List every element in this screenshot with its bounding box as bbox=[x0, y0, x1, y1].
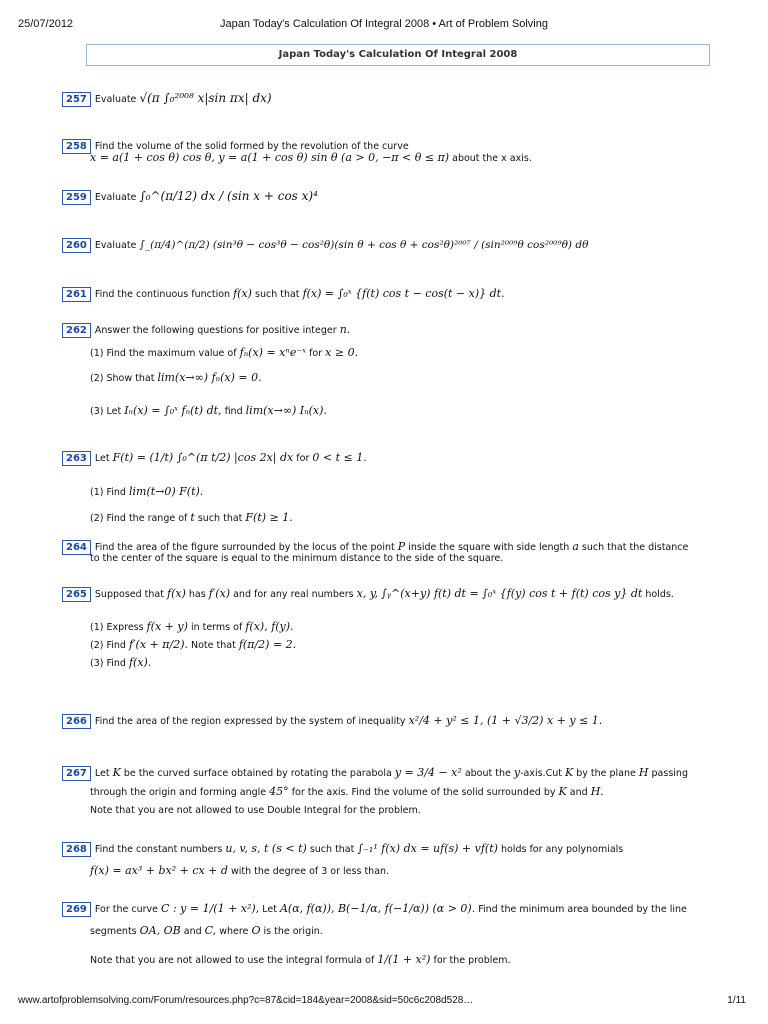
problem-number[interactable]: 258 bbox=[62, 139, 91, 154]
math-expression: f′(x + π/2). bbox=[128, 638, 188, 651]
problem-text: for the axis. Find the volume of the solid surrounded by bbox=[291, 787, 556, 798]
problem-text: Find the area of the region expressed by the system of inequality bbox=[94, 716, 406, 727]
math-expression: ∫₀^(π/12) dx / (sin x + cos x)⁴ bbox=[139, 189, 318, 203]
problem-text: holds for any polynomials bbox=[500, 844, 624, 855]
problem-269 bbox=[62, 902, 687, 917]
problem-268 bbox=[62, 842, 623, 857]
document-title: Japan Today's Calculation Of Integral 2008 bbox=[86, 44, 710, 66]
problem-text: holds. bbox=[645, 589, 674, 600]
problem-text: has bbox=[188, 589, 206, 600]
problem-text: Answer the following questions for positive integer bbox=[94, 325, 337, 336]
problem-text: and for any real numbers bbox=[233, 589, 354, 600]
math-expression: K bbox=[558, 785, 567, 798]
problem-text: where bbox=[219, 926, 249, 937]
problem-263-q2 bbox=[90, 511, 293, 525]
math-expression: O bbox=[251, 924, 261, 937]
question-text: find bbox=[224, 406, 243, 417]
problem-text: Evaluate bbox=[94, 240, 137, 251]
problem-260 bbox=[62, 238, 588, 253]
problem-number[interactable]: 267 bbox=[62, 766, 91, 781]
math-expression: fₙ(x) = xⁿe⁻ˣ bbox=[239, 346, 307, 359]
problem-text: such that bbox=[255, 289, 300, 300]
math-expression: f(x). bbox=[128, 656, 152, 669]
math-expression: A(α, f(α)), B(−1/α, f(−1/α)) (α > 0). bbox=[279, 902, 476, 915]
problem-text: Let bbox=[94, 453, 110, 464]
problem-267 bbox=[62, 766, 688, 781]
problem-text: such that the distance bbox=[581, 542, 689, 553]
problem-text: Find the continuous function bbox=[94, 289, 231, 300]
problem-266 bbox=[62, 714, 602, 729]
math-expression: OA, OB bbox=[139, 924, 181, 937]
problem-text: is the origin. bbox=[263, 926, 323, 937]
math-expression: 45° bbox=[269, 785, 289, 798]
math-expression: x²/4 + y² ≤ 1, (1 + √3/2) x + y ≤ 1. bbox=[408, 714, 603, 727]
problem-269-line2 bbox=[90, 924, 323, 938]
footer-url: www.artofproblemsolving.com/Forum/resources.php?c=87&cid=184&year=2008&sid=50c6c208d528… bbox=[18, 995, 474, 1006]
math-expression: lim(x→∞) Iₙ(x). bbox=[245, 404, 327, 417]
problem-text: Supposed that bbox=[94, 589, 164, 600]
question-text: (1) Find the maximum value of bbox=[90, 348, 237, 359]
math-expression: f(x + y) bbox=[146, 620, 188, 633]
problem-262-q3 bbox=[90, 404, 327, 418]
question-text: (1) Express bbox=[90, 622, 144, 633]
problem-258-line2 bbox=[90, 151, 532, 165]
math-expression: f(π/2) = 2. bbox=[238, 638, 297, 651]
math-expression: y bbox=[513, 766, 521, 779]
problem-text: and bbox=[569, 787, 588, 798]
math-expression: f(x), f(y). bbox=[245, 620, 294, 633]
math-expression: C : y = 1/(1 + x²), bbox=[161, 902, 260, 915]
problem-text: inside the square with side length bbox=[408, 542, 570, 553]
math-expression: Iₙ(x) = ∫₀ˣ fₙ(t) dt, bbox=[124, 404, 222, 417]
problem-262-q1 bbox=[90, 346, 358, 360]
problem-268-line2 bbox=[90, 864, 389, 878]
math-expression: y = 3/4 − x² bbox=[394, 766, 462, 779]
math-expression: K bbox=[112, 766, 121, 779]
problem-text: Note that you are not allowed to use the integral formula of bbox=[90, 955, 375, 966]
question-text: in terms of bbox=[190, 622, 243, 633]
problem-number[interactable]: 264 bbox=[62, 540, 91, 555]
print-date: 25/07/2012 bbox=[18, 18, 74, 30]
math-expression: ∫ᵧ^(x+y) f(t) dt = ∫₀ˣ {f(y) cos t + f(t) cos y} dt bbox=[381, 587, 643, 600]
problem-267-line2 bbox=[90, 785, 604, 799]
question-text: for bbox=[309, 348, 323, 359]
problem-262-q2 bbox=[90, 371, 262, 385]
math-expression: C, bbox=[204, 924, 217, 937]
question-text: Note that bbox=[191, 640, 236, 651]
problem-text: Let bbox=[94, 768, 110, 779]
math-expression: f(x) bbox=[233, 287, 252, 300]
problem-text: for bbox=[296, 453, 310, 464]
problem-text: about the x axis. bbox=[452, 153, 532, 164]
math-expression: f′(x) bbox=[208, 587, 231, 600]
math-expression: P bbox=[397, 540, 406, 553]
problem-265 bbox=[62, 587, 674, 602]
problem-263-q1 bbox=[90, 485, 203, 499]
math-expression: K bbox=[564, 766, 574, 779]
problem-265-q2 bbox=[90, 638, 296, 652]
problem-number[interactable]: 262 bbox=[62, 323, 91, 338]
problem-number[interactable]: 266 bbox=[62, 714, 91, 729]
math-expression: t bbox=[190, 511, 195, 524]
math-expression: f(x) bbox=[167, 587, 186, 600]
problem-text: -axis.Cut bbox=[520, 768, 562, 779]
question-text: such that bbox=[197, 513, 243, 524]
math-expression: x ≥ 0. bbox=[325, 346, 359, 359]
problem-text: Find the constant numbers bbox=[94, 844, 223, 855]
problem-text: with the degree of 3 or less than. bbox=[230, 866, 390, 877]
problem-text: Evaluate bbox=[94, 192, 137, 203]
problem-269-line3 bbox=[90, 953, 511, 967]
problem-text: Find the volume of the solid formed by the revolution of the curve bbox=[94, 141, 409, 152]
question-text: (2) Find bbox=[90, 640, 126, 651]
math-expression: H. bbox=[590, 785, 604, 798]
math-expression: H bbox=[638, 766, 649, 779]
question-text: (3) Let bbox=[90, 406, 122, 417]
problem-number[interactable]: 259 bbox=[62, 190, 91, 205]
math-expression: 1/(1 + x²) bbox=[377, 953, 431, 966]
math-expression: x = a(1 + cos θ) cos θ, y = a(1 + cos θ) sin θ (a > 0, −π < θ ≤ π) bbox=[90, 151, 450, 164]
problem-text: Find the area of the figure surrounded by the locus of the point bbox=[94, 542, 395, 553]
problem-text: about the bbox=[464, 768, 511, 779]
page-number: 1/11 bbox=[727, 995, 746, 1006]
problem-text: through the origin and forming angle bbox=[90, 787, 267, 798]
math-expression: n. bbox=[339, 323, 351, 336]
question-text: (3) Find bbox=[90, 658, 126, 669]
question-text: (2) Find the range of bbox=[90, 513, 188, 524]
problem-text: passing bbox=[651, 768, 688, 779]
problem-number[interactable]: 263 bbox=[62, 451, 91, 466]
problem-261 bbox=[62, 287, 505, 302]
problem-text: such that bbox=[309, 844, 355, 855]
question-text: (1) Find bbox=[90, 487, 126, 498]
math-expression: ∫_(π/4)^(π/2) (sin³θ − cos³θ − cos²θ)(sin θ + cos θ + cos²θ)²⁰⁰⁷ / (sin²⁰⁰⁹θ cos²⁰⁰⁹θ) dθ bbox=[139, 239, 589, 251]
problem-number[interactable]: 268 bbox=[62, 842, 91, 857]
problem-263 bbox=[62, 451, 367, 466]
problem-264-line2: to the center of the square is equal to the minimum distance to the side of the square. bbox=[90, 553, 504, 564]
problem-265-q3 bbox=[90, 656, 151, 670]
problem-text: For the curve bbox=[94, 904, 158, 915]
math-expression: F(t) = (1/t) ∫₀^(π t/2) |cos 2x| dx bbox=[112, 451, 294, 464]
math-expression: a bbox=[572, 540, 579, 553]
problem-number[interactable]: 257 bbox=[62, 92, 91, 107]
math-expression: 0 < t ≤ 1. bbox=[312, 451, 367, 464]
math-expression: x, y, bbox=[356, 587, 379, 600]
problem-265-q1 bbox=[90, 620, 294, 634]
problem-number[interactable]: 260 bbox=[62, 238, 91, 253]
problem-number[interactable]: 269 bbox=[62, 902, 91, 917]
problem-262 bbox=[62, 323, 350, 338]
problem-text: be the curved surface obtained by rotating the parabola bbox=[123, 768, 392, 779]
problem-259 bbox=[62, 190, 318, 205]
problem-text: and bbox=[183, 926, 202, 937]
problem-number[interactable]: 261 bbox=[62, 287, 91, 302]
problem-text: Let bbox=[262, 904, 277, 915]
problem-257 bbox=[62, 92, 272, 107]
math-expression: f(x) = ax³ + bx² + cx + d bbox=[90, 864, 228, 877]
math-expression: √(π ∫₀²⁰⁰⁸ x|sin πx| dx) bbox=[139, 91, 272, 105]
problem-text: Evaluate bbox=[94, 94, 137, 105]
problem-text: Find the minimum area bounded by the line bbox=[478, 904, 687, 915]
math-expression: u, v, s, t (s < t) bbox=[225, 842, 307, 855]
math-expression: ∫₋₁¹ f(x) dx = uf(s) + vf(t) bbox=[357, 842, 498, 855]
problem-number[interactable]: 265 bbox=[62, 587, 91, 602]
problem-text: for the problem. bbox=[433, 955, 511, 966]
problem-267-line3: Note that you are not allowed to use Double Integral for the problem. bbox=[90, 805, 421, 816]
question-text: (2) Show that bbox=[90, 373, 155, 384]
browser-page-title: Japan Today's Calculation Of Integral 2008 • Art of Problem Solving bbox=[220, 18, 548, 30]
problem-text: segments bbox=[90, 926, 137, 937]
math-expression: lim(t→0) F(t). bbox=[128, 485, 204, 498]
math-expression: F(t) ≥ 1. bbox=[245, 511, 293, 524]
math-expression: lim(x→∞) fₙ(x) = 0. bbox=[157, 371, 262, 384]
math-expression: f(x) = ∫₀ˣ {f(t) cos t − cos(t − x)} dt. bbox=[302, 287, 505, 300]
problem-text: by the plane bbox=[576, 768, 636, 779]
